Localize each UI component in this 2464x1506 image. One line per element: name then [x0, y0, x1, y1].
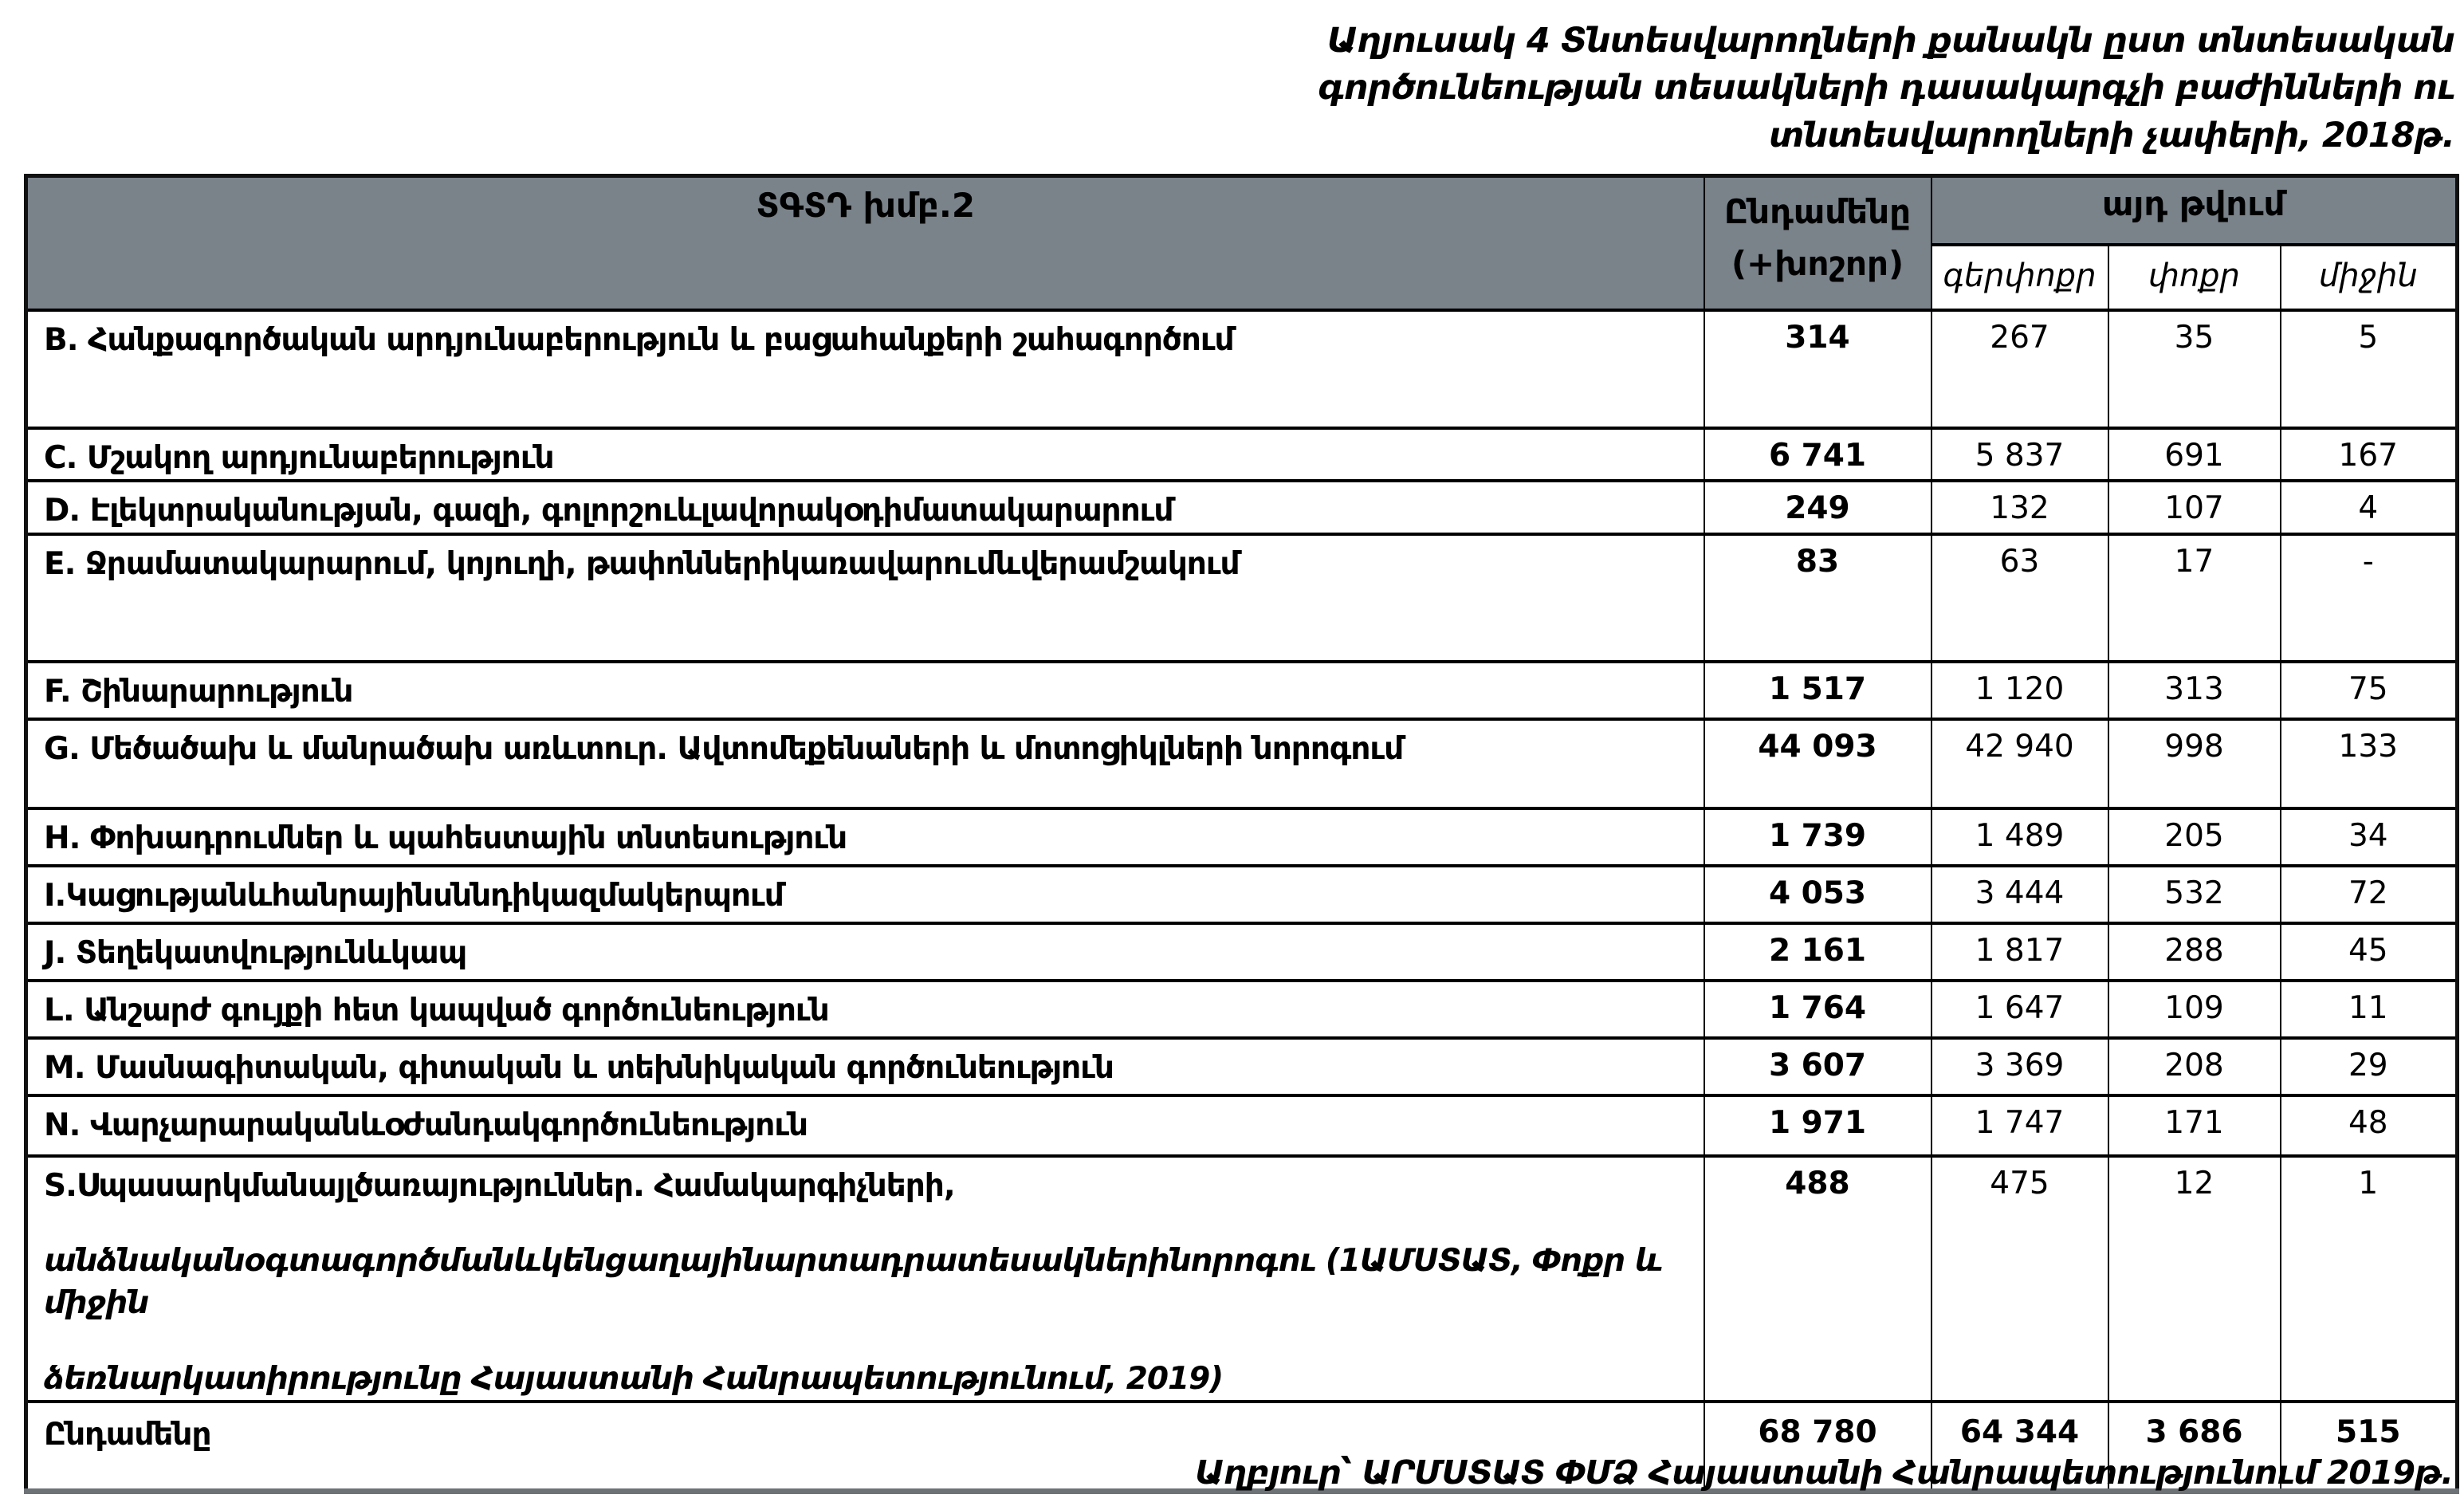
row-label-text: C. Մշակող արդյունաբերություն [44, 439, 554, 476]
cell-small: 35 [2108, 310, 2281, 428]
row-label-text: J. Տեղեկատվությունևկապ [44, 934, 467, 971]
cell-total: 249 [1704, 481, 1932, 534]
row-label-text: M. Մասնագիտական, գիտական և տեխնիկական գործունեություն [44, 1049, 1114, 1086]
row-label-text: E. Ջրամատակարարում, կոյուղի, թափոններիկառավարումևվերամշակում [44, 545, 1240, 582]
cell-total: 6 741 [1704, 428, 1932, 482]
row-label [26, 481, 1704, 534]
table-header [26, 176, 2458, 310]
header-total-column [1704, 176, 1932, 310]
row-label [26, 662, 1704, 719]
cell-small: 532 [2108, 866, 2281, 923]
table-row [26, 310, 2458, 428]
cell-micro: 1 489 [1932, 808, 2108, 866]
cell-small: 205 [2108, 808, 2281, 866]
cell-medium: 5 [2281, 310, 2458, 428]
row-label [26, 866, 1704, 923]
header-medium: միջին [2281, 245, 2458, 310]
header-small: փոքր [2108, 245, 2281, 310]
table-row [26, 981, 2458, 1038]
source-note: Աղբյուր՝ ԱՐՄՍՏԱՏ ՓՄՁ Հայաստանի Հանրապետությունում 2019թ. [1195, 1453, 2453, 1492]
cell-medium: 11 [2281, 981, 2458, 1038]
cell-medium: 167 [2281, 428, 2458, 482]
row-label [26, 1156, 1704, 1402]
table-row [26, 534, 2458, 662]
header-total-line-2: (+խոշոր) [1731, 244, 1904, 284]
table-row [26, 662, 2458, 719]
row-label [26, 428, 1704, 482]
cell-total: 488 [1704, 1156, 1932, 1402]
cell-medium: 75 [2281, 662, 2458, 719]
table-row [26, 1156, 2458, 1402]
table-row [26, 719, 2458, 808]
cell-total: 83 [1704, 534, 1932, 662]
row-label [26, 719, 1704, 808]
cell-small: 691 [2108, 428, 2281, 482]
table-row [26, 481, 2458, 534]
title-line-1: Աղյուսակ 4 Տնտեսվարողների քանակն ըստ տնտեսական [1326, 21, 2454, 61]
cell-micro: 475 [1932, 1156, 2108, 1402]
cell-micro: 63 [1932, 534, 2108, 662]
cell-medium: 34 [2281, 808, 2458, 866]
row-label-text: L. Անշարժ գույքի հետ կապված գործունեություն [44, 992, 829, 1028]
row-label-text: S.Սպասարկմանայլծառայություններ. Համակարգիչների, [44, 1167, 955, 1204]
cell-total: 1 971 [1704, 1095, 1932, 1156]
row-label-text: G. Մեծածախ և մանրածախ առևտուր. Ավտոմեքենաների և մոտոցիկլների նորոգում [44, 730, 1404, 767]
row-label-text: I.Կացությանևհանրայինսննդիկազմակերպում [44, 877, 784, 914]
row-label [26, 310, 1704, 428]
cell-micro: 132 [1932, 481, 2108, 534]
cell-total: 1 764 [1704, 981, 1932, 1038]
cell-small: 12 [2108, 1156, 2281, 1402]
cell-medium: 45 [2281, 923, 2458, 981]
cell-micro: 3 444 [1932, 866, 2108, 923]
cell-small: 288 [2108, 923, 2281, 981]
cell-micro: 1 817 [1932, 923, 2108, 981]
table-row [26, 1038, 2458, 1095]
total-row-label: Ընդամենը [26, 1402, 1704, 1491]
cell-medium: 29 [2281, 1038, 2458, 1095]
header-micro: գերփոքր [1932, 245, 2108, 310]
cell-micro: 1 747 [1932, 1095, 2108, 1156]
total-cell-medium: 515 [2281, 1402, 2458, 1491]
table-body [26, 310, 2458, 1492]
cell-small: 17 [2108, 534, 2281, 662]
cell-medium: 1 [2281, 1156, 2458, 1402]
cell-total: 1 517 [1704, 662, 1932, 719]
cell-micro: 42 940 [1932, 719, 2108, 808]
row-label-text: F. Շինարարություն [44, 673, 353, 710]
title-line-2: գործունեության տեսակների դասակարգչի բաժինների ու [1318, 68, 2454, 108]
header-group-of-which: այդ թվում [1932, 176, 2458, 245]
title-line-3: տնտեսվարողների չափերի, 2018թ. [1768, 115, 2454, 155]
table-row [26, 923, 2458, 981]
cell-medium: 4 [2281, 481, 2458, 534]
table-row [26, 808, 2458, 866]
cell-total: 4 053 [1704, 866, 1932, 923]
row-label [26, 534, 1704, 662]
total-cell-micro: 64 344 [1932, 1402, 2108, 1491]
cell-small: 313 [2108, 662, 2281, 719]
cell-small: 109 [2108, 981, 2281, 1038]
cell-medium: 72 [2281, 866, 2458, 923]
header-tgtd: ՏԳՏԴ խմբ.2 [26, 176, 1704, 310]
total-cell-small: 3 686 [2108, 1402, 2281, 1491]
cell-micro: 1 647 [1932, 981, 2108, 1038]
header-row-1 [26, 176, 2458, 245]
row-label-italic-line: անձնականօգտագործմանևկենցաղայինարտադրատեսակներինորոգու (1ԱՄՍՏԱՏ, Փոքր և միջին [44, 1243, 1662, 1322]
cell-small: 107 [2108, 481, 2281, 534]
row-label [26, 808, 1704, 866]
page-title [1318, 18, 2454, 159]
row-label-text: D. Էլեկտրականության, գազի, գոլորշուևլավորակօդիմատակարարում [44, 493, 1173, 529]
row-label [26, 1038, 1704, 1095]
cell-total: 314 [1704, 310, 1932, 428]
cell-micro: 267 [1932, 310, 2108, 428]
row-label [26, 923, 1704, 981]
table-row [26, 866, 2458, 923]
cell-medium: 133 [2281, 719, 2458, 808]
row-label [26, 981, 1704, 1038]
table-row [26, 428, 2458, 482]
cell-total: 3 607 [1704, 1038, 1932, 1095]
header-total-line-1: Ընդամենը [1723, 192, 1912, 231]
cell-small: 998 [2108, 719, 2281, 808]
row-label [26, 1095, 1704, 1156]
cell-small: 208 [2108, 1038, 2281, 1095]
cell-total: 44 093 [1704, 719, 1932, 808]
row-label-text: B. Հանքագործական արդյունաբերություն և բացահանքերի շահագործում [44, 321, 1234, 358]
row-label-text: N. Վարչարարականևօժանդակգործունեություն [44, 1107, 808, 1143]
statistics-table [24, 174, 2459, 1494]
cell-medium: - [2281, 534, 2458, 662]
cell-medium: 48 [2281, 1095, 2458, 1156]
row-label-italic-line: ձեռնարկատիրությունը Հայաստանի Հանրապետությունում, 2019) [44, 1360, 1224, 1397]
cell-micro: 3 369 [1932, 1038, 2108, 1095]
cell-total: 2 161 [1704, 923, 1932, 981]
cell-total: 1 739 [1704, 808, 1932, 866]
total-cell-total: 68 780 [1704, 1402, 1932, 1491]
cell-small: 171 [2108, 1095, 2281, 1156]
table-row [26, 1095, 2458, 1156]
cell-micro: 1 120 [1932, 662, 2108, 719]
row-label-text: H. Փոխադրումներ և պահեստային տնտեսություն [44, 820, 847, 856]
cell-micro: 5 837 [1932, 428, 2108, 482]
